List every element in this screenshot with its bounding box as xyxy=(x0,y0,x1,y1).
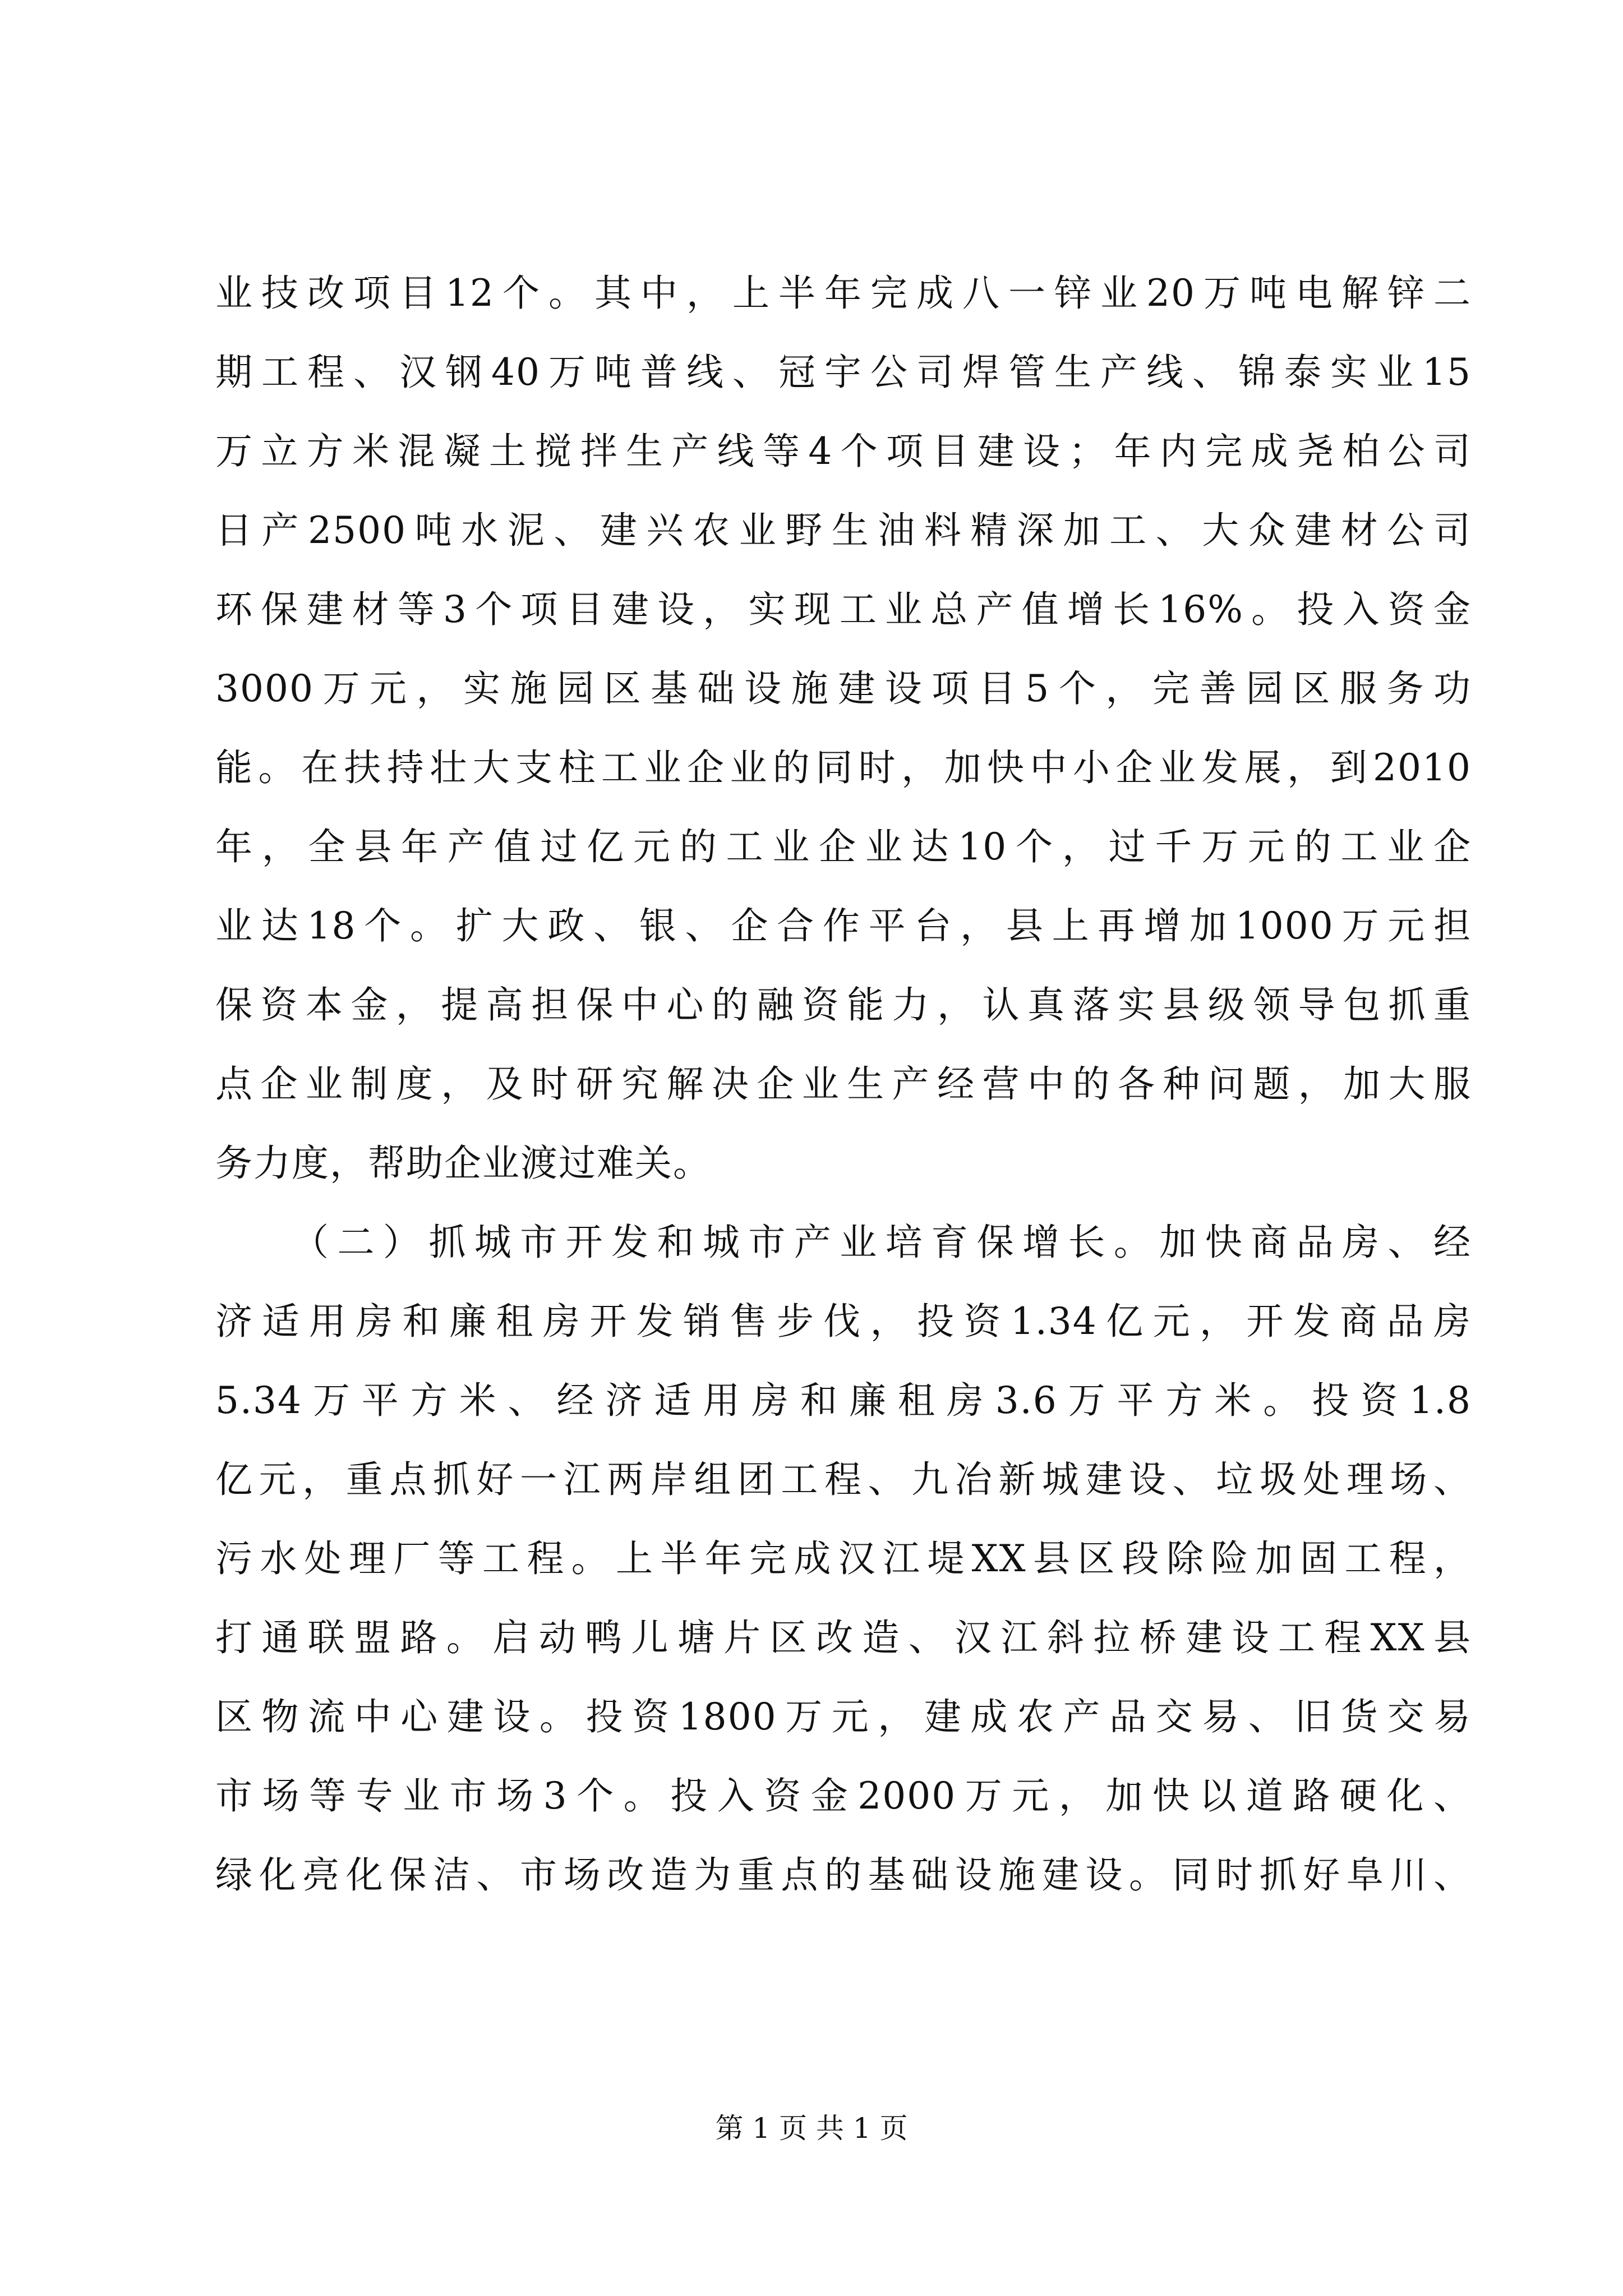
body-text-line-9: 业达18个。扩大政、银、企合作平台，县上再增加1000万元担 xyxy=(215,904,1472,947)
body-text-line-18: 打通联盟路。启动鸭儿塘片区改造、汉江斜拉桥建设工程XX县 xyxy=(215,1616,1472,1659)
body-text-line-6: 3000万元，实施园区基础设施建设项目5个，完善园区服务功 xyxy=(215,667,1472,710)
page-number-footer: 第 1 页 共 1 页 xyxy=(715,2112,908,2145)
body-text-line-5: 环保建材等3个项目建设，实现工业总产值增长16%。投入资金 xyxy=(215,588,1472,631)
body-text-line-19: 区物流中心建设。投资1800万元，建成农产品交易、旧货交易 xyxy=(215,1695,1472,1738)
body-text-line-20: 市场等专业市场3个。投入资金2000万元，加快以道路硬化、 xyxy=(215,1774,1472,1818)
body-text-line-3: 万立方米混凝土搅拌生产线等4个项目建设；年内完成尧柏公司 xyxy=(215,430,1472,473)
body-text-line-2: 期工程、汉钢40万吨普线、冠宇公司焊管生产线、锦泰实业15 xyxy=(215,351,1472,394)
body-text-line-11: 点企业制度，及时研究解决企业生产经营中的各种问题，加大服 xyxy=(215,1062,1472,1106)
body-text-line-8: 年，全县年产值过亿元的工业企业达10个，过千万元的工业企 xyxy=(215,825,1472,868)
body-text-line-10: 保资本金，提高担保中心的融资能力，认真落实县级领导包抓重 xyxy=(215,983,1472,1027)
body-text-line-21: 绿化亮化保洁、市场改造为重点的基础设施建设。同时抓好阜川、 xyxy=(215,1853,1472,1897)
body-text-line-17: 污水处理厂等工程。上半年完成汉江堤XX县区段除险加固工程， xyxy=(215,1537,1472,1580)
body-text-line-7: 能。在扶持壮大支柱工业企业的同时，加快中小企业发展，到2010 xyxy=(215,746,1472,789)
section-heading-line: （二）抓城市开发和城市产业培育保增长。加快商品房、经 xyxy=(292,1221,1472,1264)
body-text-line-12: 务力度，帮助企业渡过难关。 xyxy=(215,1142,711,1185)
body-text-line-14: 济适用房和廉租房开发销售步伐，投资1.34亿元，开发商品房 xyxy=(215,1300,1472,1343)
body-text-line-16: 亿元，重点抓好一江两岸组团工程、九冶新城建设、垃圾处理场、 xyxy=(215,1458,1472,1501)
body-text-line-1: 业技改项目12个。其中，上半年完成八一锌业20万吨电解锌二 xyxy=(215,272,1472,315)
body-text-line-15: 5.34万平方米、经济适用房和廉租房3.6万平方米。投资1.8 xyxy=(215,1379,1472,1422)
body-text-line-4: 日产2500吨水泥、建兴农业野生油料精深加工、大众建材公司 xyxy=(215,509,1472,552)
